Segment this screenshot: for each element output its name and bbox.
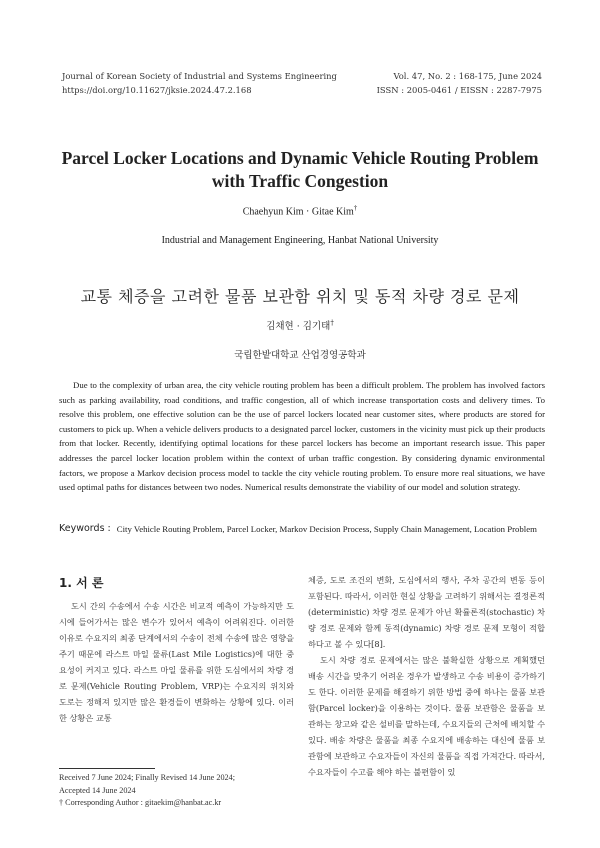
body-column-right	[308, 572, 545, 780]
authors-english	[0, 204, 600, 217]
body-column-left: 도시 간의 수송에서 수송 시간은 비교적 예측이 가능하지만 도시에 들어가서는 많은 변수가 있어서 예측이 어려워진다. 이러한 이유로 수요지의 최종 단계에서의 수송이 전체 수송에 많은 영향을 주기 때문에 라스트 마일 물류(Last Mile Logistics)에 대한 중요성이 커지고 있다. 라스트 마일 물류를 위한 도심에서의 차량 경로 문제(Vehicle Routing Problem, VRP)는 수요지의 위치와 도로는 정해져 있지만 많은 환경들이 변화하는 상황에 있다. 이러한 상황은 교통	[59, 601, 294, 723]
journal-header-left	[62, 69, 337, 97]
accepted-date: Accepted 14 June 2024	[59, 785, 136, 795]
volume-info: Vol. 47, No. 2 : 168-175, June 2024	[393, 71, 542, 81]
corresponding-author	[59, 797, 299, 810]
body-paragraph-1: 체증, 도로 조건의 변화, 도심에서의 행사, 주차 공간의 변동 등이 포함된다. 따라서, 이러한 현실 상황을 고려하기 위해서는 결정론적(deterministic) 차량 경로 문제가 아닌 확률론적(stochastic) 차량 경로 문제와 함께 동적(dynamic) 차량 경로 문제 모형이 적합하다고 볼 수 있다[8].	[308, 575, 545, 649]
paper-title	[40, 147, 560, 193]
footnote-divider	[59, 768, 155, 769]
abstract: Due to the complexity of urban area, the city vehicle routing problem has been a difficult problem. The problem has involved factors such as parking availability, road conditions, and traffic congestion, all of which increase transportation costs and delivery times. To resolve this problem, one effective solution can be the use of parcel lockers located near customer sites, where products are stored for customers to pick up. When a vehicle delivers products to a designated parcel locker, customers in the vicinity must pick up their products from that locker. Recently, identifying optimal locations for these parcel lockers has become an important research issue. This paper addresses the parcel locker location problem within the context of urban traffic congestion. By considering dynamic environmental factors, we propose a Markov decision process model to tackle the city vehicle routing problem. To ensure more real situations, we have used optimal paths for distances between two nodes. Numerical results demonstrate the viability of our model and solution strategy.	[59, 380, 545, 493]
author-email[interactable]: gitaekim@hanbat.ac.kr	[144, 798, 222, 807]
title-line-2: with Traffic Congestion	[211, 171, 389, 191]
journal-header-right	[377, 69, 542, 97]
korean-author-names: 김채현 · 김기태	[266, 321, 331, 332]
body-paragraph-2: 도시 차량 경로 문제에서는 많은 불확실한 상황으로 계획했던 배송 시간을 맞추기 어려운 경우가 발생하고 수송 비용이 증가하기도 한다. 이러한 문제를 해결하기 위한 방법 중에 하나는 물품 보관함(Parcel locker)을 이용하는 것이다. 물품 보관함은 물품을 보관하는 창고와 같은 설비를 말하는데, 수요지들의 근처에 배치할 수 있다. 배송 차량은 물품을 최종 수요지에 배송하는 대신에 물품 보관함에 보관하고 수요자들이 자신의 물품을 직접 가져간다. 따라서, 수요자들이 수고를 해야 하는 불편함이 있	[308, 655, 545, 777]
corresponding-mark: †	[353, 204, 358, 212]
footnote	[59, 772, 299, 810]
keywords-label: Keywords :	[59, 523, 111, 534]
issn-info: ISSN : 2005-0461 / EISSN : 2287-7975	[376, 85, 542, 95]
korean-title: 교통 체증을 고려한 물품 보관함 위치 및 동적 차량 경로 문제	[80, 287, 520, 306]
doi-link[interactable]: https://doi.org/10.11627/jksie.2024.47.2.168	[62, 85, 252, 95]
keywords-block	[59, 522, 545, 537]
keywords-text: City Vehicle Routing Problem, Parcel Locker, Markov Decision Process, Supply Chain Management, Location Problem	[116, 524, 537, 534]
affiliation-korean: 국립한밭대학교 산업경영공학과	[234, 350, 366, 361]
section-heading: 1. 서 론	[59, 576, 104, 590]
author-names: Chaehyun Kim · Gitae Kim	[242, 206, 354, 218]
title-line-1: Parcel Locker Locations and Dynamic Vehicle Routing Problem	[61, 148, 539, 168]
journal-name: Journal of Korean Society of Industrial and Systems Engineering	[62, 71, 337, 81]
received-dates: Received 7 June 2024; Finally Revised 14 June 2024;	[59, 773, 236, 782]
affiliation-english: Industrial and Management Engineering, Hanbat National University	[161, 235, 439, 246]
authors-korean	[0, 318, 600, 332]
corresponding-author-label: † Corresponding Author :	[59, 798, 145, 807]
korean-corresponding-mark: †	[330, 318, 334, 327]
